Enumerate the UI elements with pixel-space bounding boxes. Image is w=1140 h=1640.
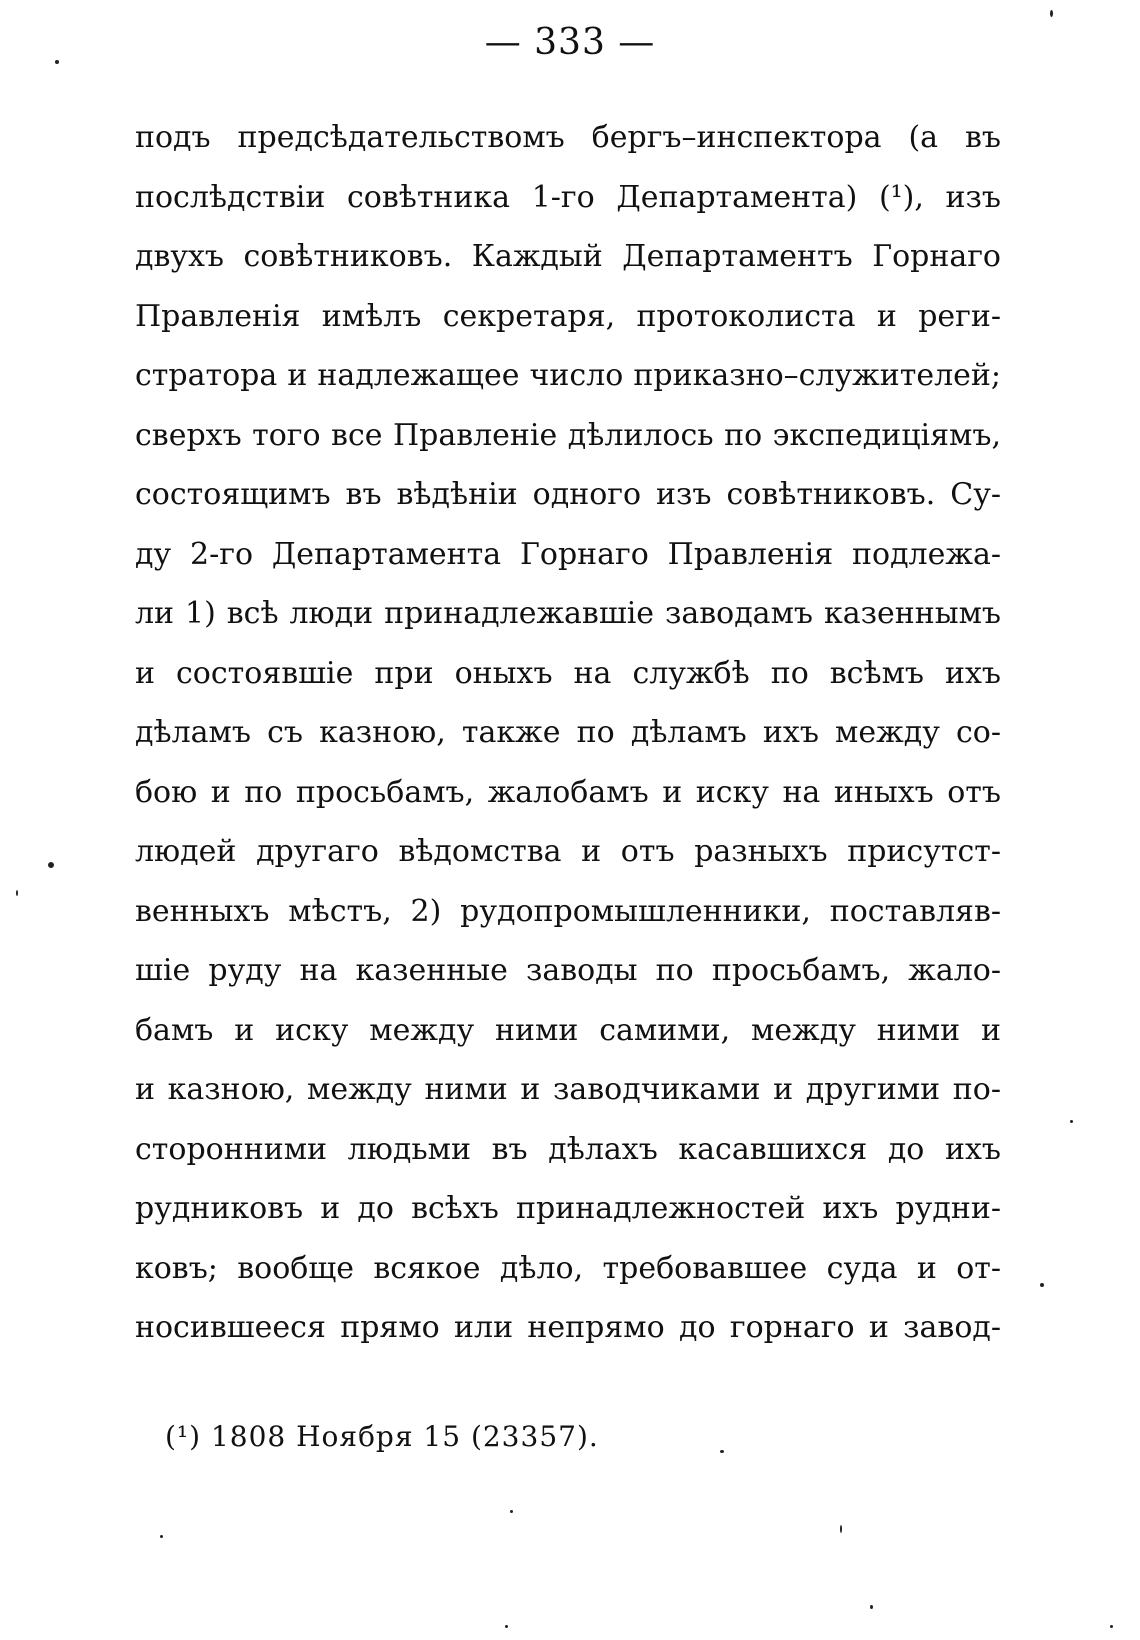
text-line: состоящимъ въ вѣдѣніи одного изъ совѣтниковъ. Су- (135, 477, 1001, 512)
text-line: двухъ совѣтниковъ. Каждый Департаментъ Горнаго (135, 239, 1001, 274)
scan-speck (1070, 1120, 1073, 1123)
text-line: стратора и надлежащее число приказно–служителей; (135, 358, 1001, 393)
scan-speck (1040, 1283, 1044, 1287)
footnote: (¹) 1808 Ноября 15 (23357). (165, 1420, 599, 1453)
scan-speck (505, 1625, 508, 1628)
scan-speck (48, 862, 54, 868)
text-line: ду 2-го Департамента Горнаго Правленія подлежа- (135, 536, 1001, 572)
text-line: сверхъ того все Правленіе дѣлилось по экспедиціямъ, (135, 417, 1001, 453)
scan-speck (1050, 10, 1053, 17)
text-line: и состоявшіе при оныхъ на службѣ по всѣмъ ихъ (135, 655, 1001, 691)
text-line: рудниковъ и до всѣхъ принадлежностей ихъ рудни- (135, 1191, 1001, 1226)
text-line: сторонними людьми въ дѣлахъ касавшихся до ихъ (135, 1131, 1001, 1167)
scan-speck (510, 1510, 513, 1513)
text-line: послѣдствіи совѣтника 1-го Департамента) (¹), изъ (135, 179, 1001, 215)
text-line: шіе руду на казенные заводы по просьбамъ, жало- (135, 953, 1001, 988)
page-number: — 333 — (484, 22, 656, 63)
text-line: людей другаго вѣдомства и отъ разныхъ присутст- (135, 834, 1001, 869)
scan-speck (16, 890, 18, 896)
text-line: Правленія имѣлъ секретаря, протоколиста и реги- (135, 298, 1001, 334)
body-text (135, 108, 1001, 1358)
scan-speck (55, 60, 59, 64)
text-line: ковъ; вообще всякое дѣло, требовавшее суда и от- (135, 1250, 1001, 1286)
text-line: носившееся прямо или непрямо до горнаго и завод- (135, 1310, 1001, 1345)
scan-speck (1110, 1625, 1113, 1628)
text-line: венныхъ мѣстъ, 2) рудопромышленники, поставляв- (135, 893, 1001, 929)
text-line: дѣламъ съ казною, также по дѣламъ ихъ между со- (135, 715, 1001, 750)
text-line: бамъ и иску между ними самими, между ними и (135, 1012, 1001, 1048)
scan-speck (160, 1535, 163, 1538)
text-line: бою и по просьбамъ, жалобамъ и иску на иныхъ отъ (135, 774, 1001, 810)
scan-speck (840, 1525, 842, 1533)
text-line: ли 1) всѣ люди принадлежавшіе заводамъ казеннымъ (135, 596, 1001, 631)
text-line: подъ предсѣдательствомъ бергъ–инспектора (а въ (135, 120, 1001, 155)
scan-speck (870, 1605, 873, 1609)
text-line: и казною, между ними и заводчиками и другими по- (135, 1072, 1001, 1107)
scan-speck (720, 1450, 724, 1453)
